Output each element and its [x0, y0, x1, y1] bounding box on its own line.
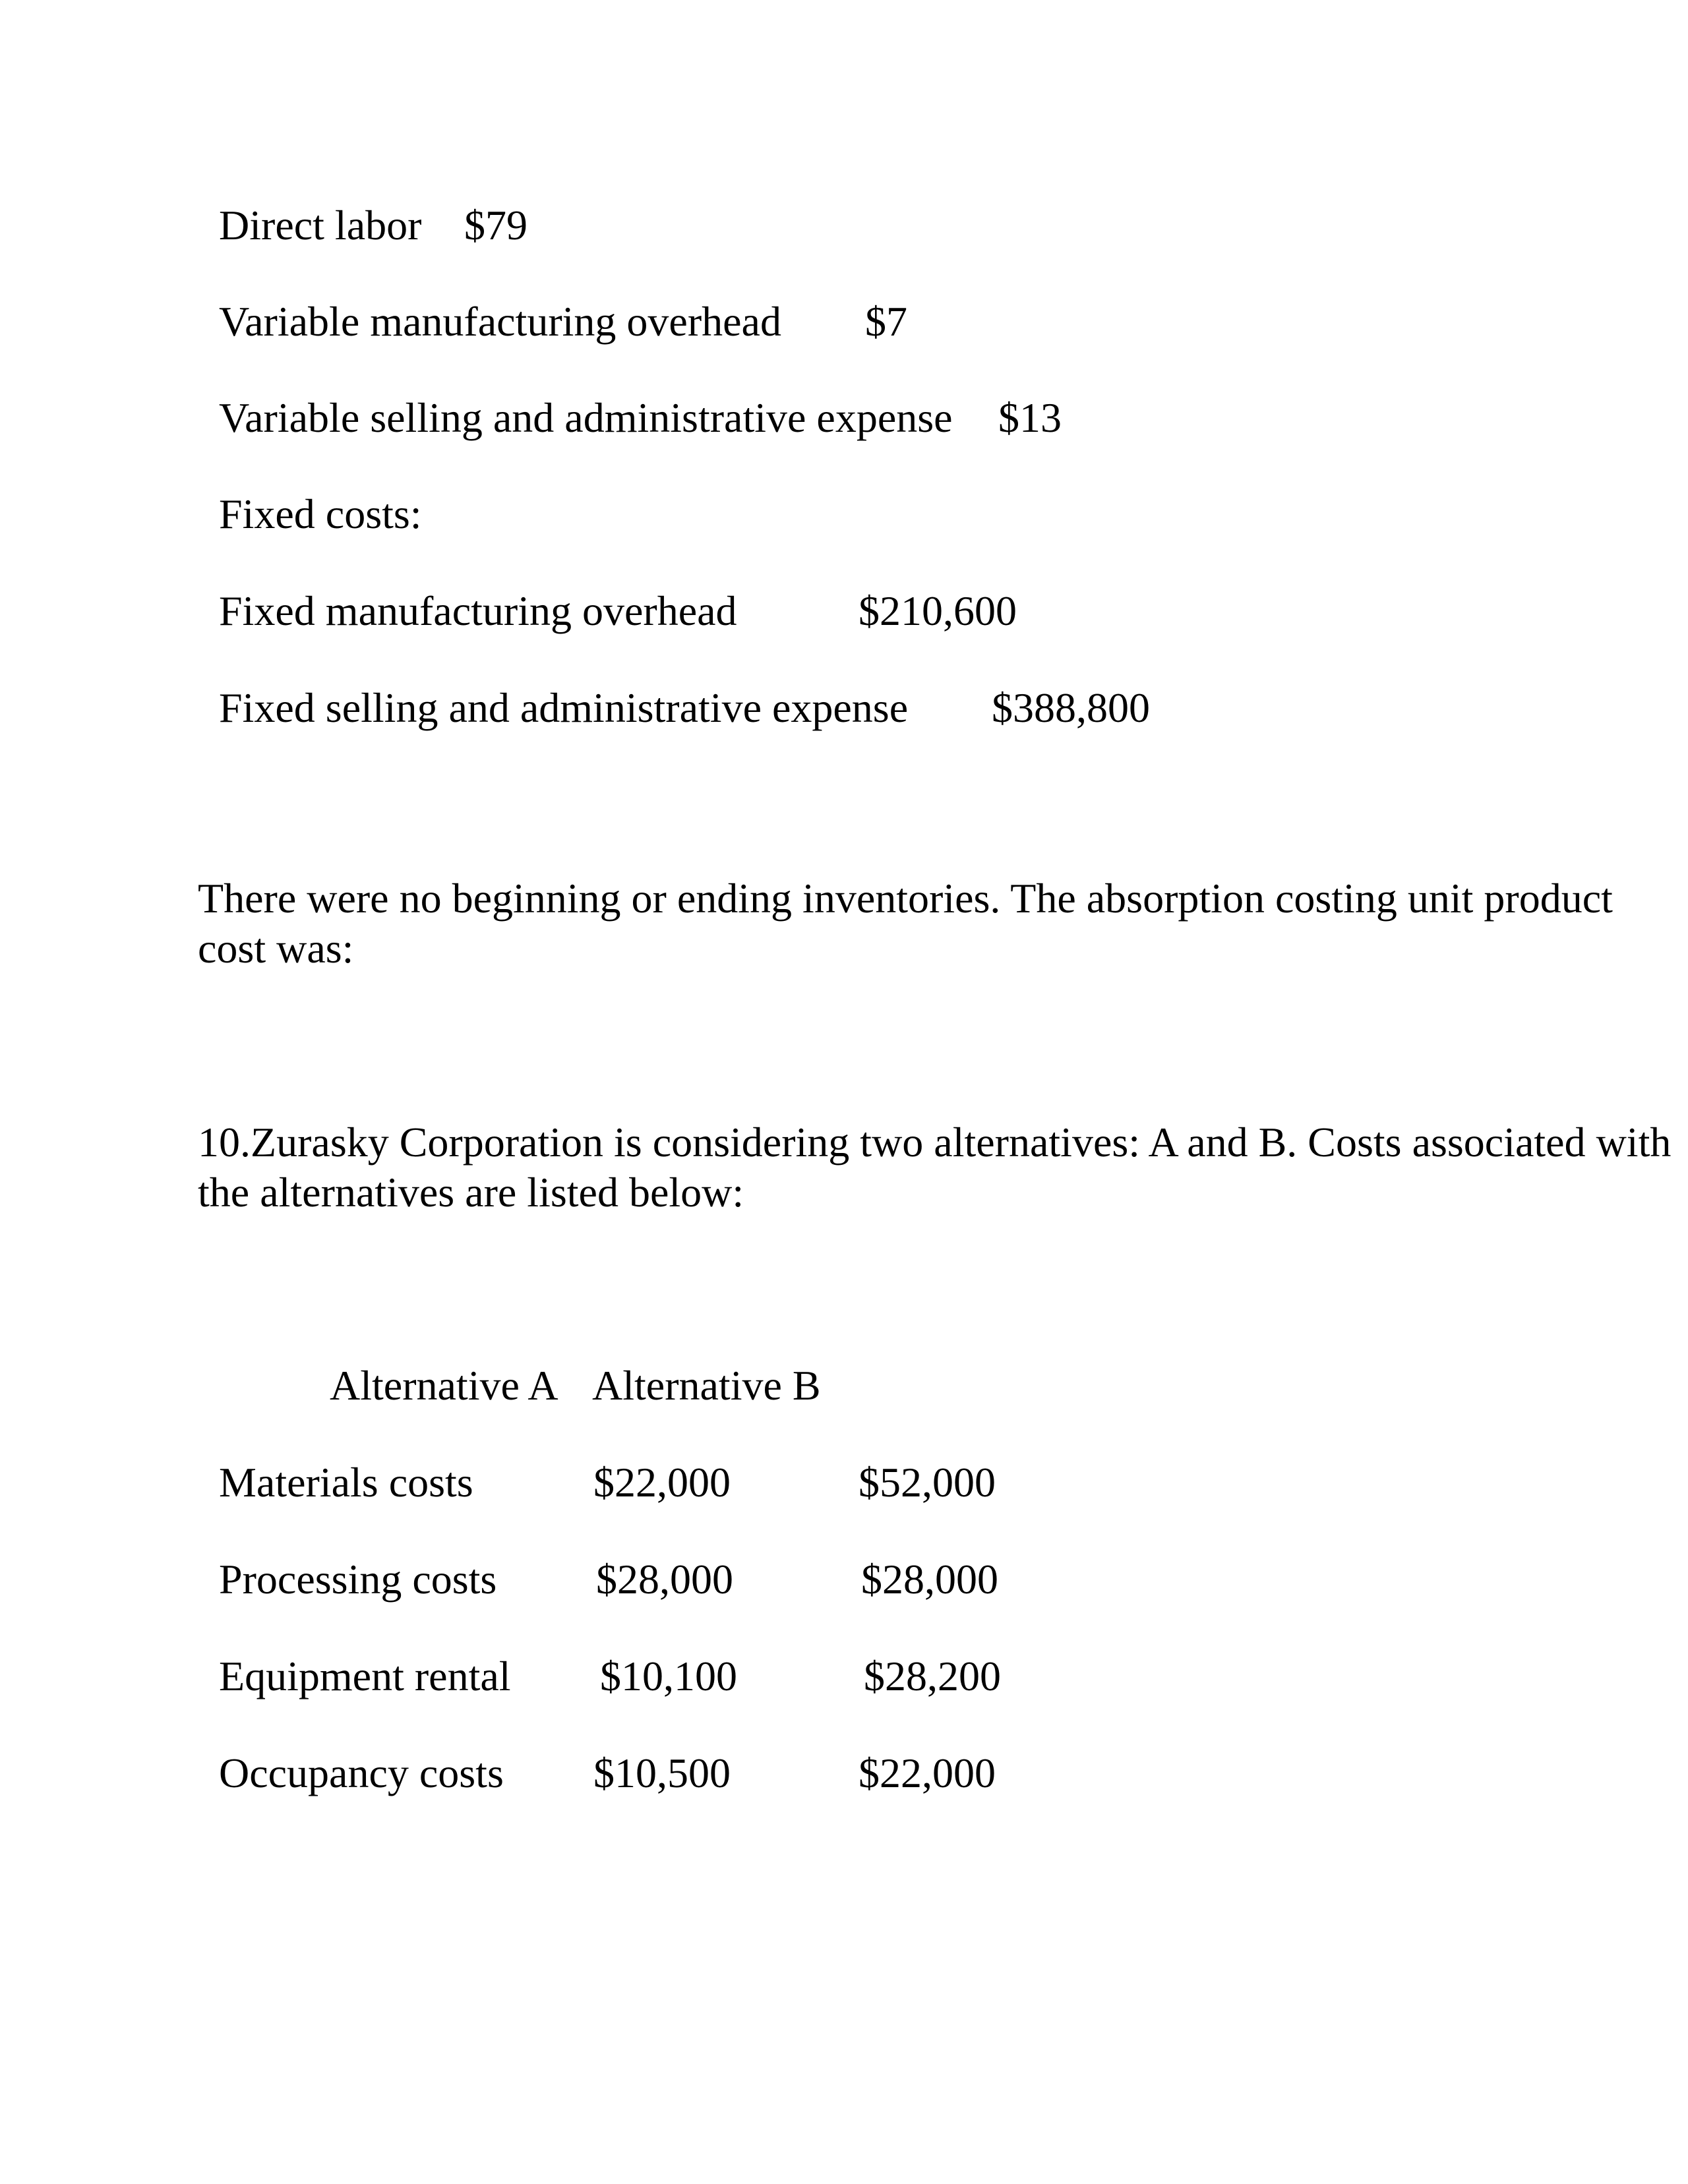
column-header-alternative-a: Alternative A: [330, 1362, 558, 1409]
alternative-b-value: $22,000: [859, 1750, 996, 1796]
alternative-a-value: $28,000: [596, 1556, 733, 1603]
alternative-a-value: $10,500: [593, 1750, 731, 1796]
column-header-alternative-b: Alternative B: [592, 1362, 821, 1409]
cost-item-value: $388,800: [992, 684, 1150, 731]
alternative-a-value: $10,100: [600, 1653, 737, 1699]
alternative-b-value: $28,000: [861, 1556, 998, 1603]
cost-item-label: Direct labor: [219, 202, 422, 249]
cost-item-label: Fixed manufacturing overhead: [219, 587, 737, 634]
alternative-b-value: $28,200: [864, 1653, 1001, 1699]
row-label: Equipment rental: [219, 1653, 511, 1699]
cost-item-value: $79: [464, 202, 528, 249]
cost-item-label: Variable manufacturing overhead: [219, 298, 781, 345]
fixed-costs-heading: Fixed costs:: [219, 490, 422, 537]
cost-item-label: Variable selling and administrative expense: [219, 394, 953, 441]
row-label: Materials costs: [219, 1459, 473, 1506]
cost-item-value: $210,600: [859, 587, 1017, 634]
paragraph-inventory: There were no beginning or ending inventories. The absorption costing unit product cost was:: [198, 875, 1613, 972]
row-label: Processing costs: [219, 1556, 497, 1603]
row-label: Occupancy costs: [219, 1750, 504, 1796]
cost-item-label: Fixed selling and administrative expense: [219, 684, 909, 731]
cost-item-value: $13: [998, 394, 1062, 441]
cost-item-value: $7: [865, 298, 907, 345]
paragraph-question: 10.Zurasky Corporation is considering two alternatives: A and B. Costs associated with the alternatives are listed below:: [198, 1119, 1672, 1216]
alternative-b-value: $52,000: [859, 1459, 996, 1506]
alternative-a-value: $22,000: [593, 1459, 731, 1506]
